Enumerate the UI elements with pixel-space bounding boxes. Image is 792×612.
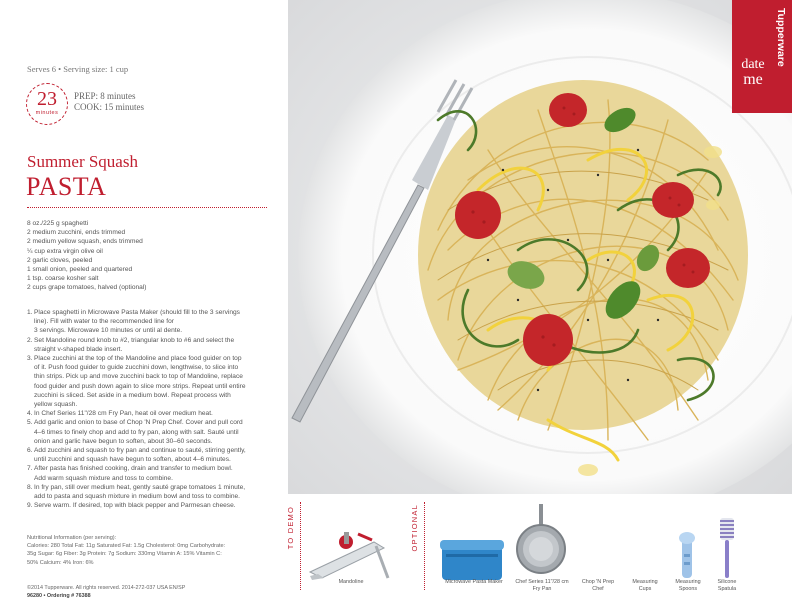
pasta-photo	[288, 0, 792, 494]
silicone-spatula-icon	[720, 518, 734, 578]
ordering-number: 96280 • Ordering # 76388	[27, 592, 91, 599]
cook-time: COOK: 15 minutes	[74, 102, 145, 112]
date-me-ribbon	[732, 0, 792, 113]
step-text-line: line). Fill with water to the recommended line for	[34, 318, 174, 326]
step-text-line: 3 servings. Microwave 10 minutes or until al dente.	[34, 327, 183, 335]
step-text-line: onion and garlic have begun to soften, about 30–60 seconds.	[34, 437, 213, 445]
direction-step	[27, 501, 277, 510]
ingredient-item: 8 oz./225 g spaghetti	[27, 220, 89, 227]
nutrition-line: Calories: 280 Total Fat: 11g Saturated Fat: 1.5g Cholesterol: 0mg Carbohydrate:	[27, 543, 226, 550]
product-label-measuring-cups: Measuring Cups	[632, 579, 658, 592]
step-number: 8.	[27, 483, 33, 491]
step-text-line: After pasta has finished cooking, drain and transfer to medium bowl.	[34, 465, 233, 473]
nutrition-line: 35g Sugar: 6g Fiber: 3g Protein: 7g Sodium: 330mg Vitamin A: 15% Vitamin C:	[27, 551, 222, 558]
direction-step	[27, 464, 277, 482]
step-text-line: Add zucchini and squash to fry pan and continue to sauté, stirring gently,	[34, 447, 246, 455]
step-text-line: until zucchini and squash have begun to soften, about 4–6 minutes.	[34, 456, 231, 464]
step-text	[34, 308, 277, 336]
ingredient-item: 2 cups grape tomatoes, halved (optional)	[27, 284, 147, 292]
step-text	[34, 354, 277, 409]
measuring-spoons-icon	[679, 532, 695, 578]
ribbon-me-text: me	[743, 71, 763, 88]
recipe-title-line1: Summer Squash	[27, 152, 138, 171]
step-text	[34, 446, 277, 464]
step-text-line: Place spaghetti in Microwave Pasta Maker (should fill to the 3 servings	[34, 309, 240, 316]
ribbon-date-text: date	[741, 57, 765, 72]
nutrition-info	[27, 534, 282, 567]
prep-cook-times	[74, 91, 144, 113]
step-text	[34, 464, 277, 482]
ingredient-item: 2 medium yellow squash, ends trimmed	[27, 238, 143, 246]
title-divider	[27, 207, 267, 208]
nutrition-line: 50% Calcium: 4% Iron: 6%	[27, 559, 94, 566]
step-text	[34, 409, 277, 418]
ingredient-item: 2 garlic cloves, peeled	[27, 256, 93, 264]
step-text-line: zucchini is sliced. Set aside in a medium bowl. Repeat process with	[34, 391, 231, 399]
step-text-line: thin strips. Pick up and move zucchini back to top of Mandoline, replace	[34, 373, 243, 381]
ingredient-item: 1 small onion, peeled and quartered	[27, 266, 133, 274]
product-icons	[288, 494, 792, 612]
step-number: 5.	[27, 419, 33, 427]
total-minutes: 23	[37, 88, 57, 110]
product-label-pasta-maker: Microwave Pasta Maker	[445, 579, 503, 585]
step-number: 3.	[27, 355, 33, 363]
total-time-badge	[26, 83, 68, 125]
step-number: 1.	[27, 309, 33, 316]
direction-step	[27, 308, 277, 336]
recipe-title-line2: PASTA	[26, 172, 107, 201]
step-text	[34, 336, 277, 354]
step-text-line: yellow squash.	[34, 401, 78, 409]
ingredient-item: 1 tsp. coarse kosher salt	[27, 275, 99, 283]
direction-step	[27, 354, 277, 409]
step-text-line: straight v-shaped blade insert.	[34, 345, 123, 353]
step-text-line: Place zucchini at the top of the Mandoline and place food guider on top	[34, 355, 242, 363]
microwave-pasta-maker-icon	[440, 540, 504, 580]
product-label-chop-n-prep: Chop 'N Prep Chef	[581, 579, 615, 592]
pasta-plate-illustration	[288, 0, 792, 494]
step-text-line: Add garlic and onion to base of Chop 'N Prep Chef. Cover and pull cord	[34, 419, 243, 427]
step-text	[34, 501, 277, 510]
step-text-line: food guider and push down again to slice more strips. Repeat until entire	[34, 382, 246, 390]
step-text-line: of it. Push food guider to guide zucchini down, lengthwise, to slice into	[34, 364, 239, 372]
step-text-line: Add warm squash mixture and toss to combine.	[34, 474, 173, 482]
serves-line: Serves 6 • Serving size: 1 cup	[27, 64, 129, 74]
direction-step	[27, 483, 277, 501]
step-number: 7.	[27, 465, 33, 473]
ingredient-item: ¼ cup extra virgin olive oil	[27, 247, 103, 255]
mandoline-icon	[310, 532, 388, 580]
product-label-mandoline: Mandoline	[338, 579, 364, 585]
direction-step	[27, 409, 277, 418]
step-text-line: In Chef Series 11"/28 cm Fry Pan, heat oil over medium heat.	[34, 410, 213, 418]
step-text-line: add to pasta and squash mixture in medium bowl and toss to combine.	[34, 493, 240, 501]
step-text-line: 4–6 times to finely chop and add to fry pan, along with salt. Sauté until	[34, 428, 239, 436]
step-text-line: Set Mandoline round knob to #2, triangular knob to #6 and select the	[34, 336, 235, 344]
product-label-silicone-spatula: Silicone Spatula	[717, 579, 737, 592]
legal-footer	[27, 585, 282, 600]
ingredient-item: 2 medium zucchini, ends trimmed	[27, 229, 126, 237]
recipe-column	[0, 0, 288, 612]
step-number: 9.	[27, 502, 33, 510]
products-strip	[288, 494, 792, 612]
prep-time: PREP: 8 minutes	[74, 91, 136, 101]
ingredients-list	[27, 219, 277, 293]
step-number: 2.	[27, 336, 33, 344]
step-text	[34, 418, 277, 446]
tupperware-logo: Tupperware	[775, 8, 787, 67]
copyright: ©2014 Tupperware. All rights reserved. 2014-272-037 USA EN/SP	[27, 585, 186, 591]
to-demo-label: TO DEMO	[286, 506, 295, 550]
fry-pan-icon	[517, 504, 565, 573]
step-text	[34, 483, 277, 501]
step-text-line: In fry pan, still over medium heat, gently sauté grape tomatoes 1 minute,	[34, 483, 246, 491]
directions-list	[27, 308, 277, 510]
direction-step	[27, 446, 277, 464]
nutrition-heading: Nutritional Information (per serving):	[27, 535, 117, 541]
step-text-line: Serve warm. If desired, top with black pepper and Parmesan cheese.	[34, 502, 236, 510]
step-number: 6.	[27, 447, 33, 455]
direction-step	[27, 336, 277, 354]
optional-label: OPTIONAL	[410, 504, 419, 552]
step-number: 4.	[27, 410, 33, 418]
product-label-measuring-spoons: Measuring Spoons	[675, 579, 701, 592]
product-label-fry-pan: Chef Series 11"/28 cm Fry Pan	[515, 579, 569, 592]
minutes-label: minutes	[35, 110, 59, 116]
direction-step	[27, 418, 277, 446]
